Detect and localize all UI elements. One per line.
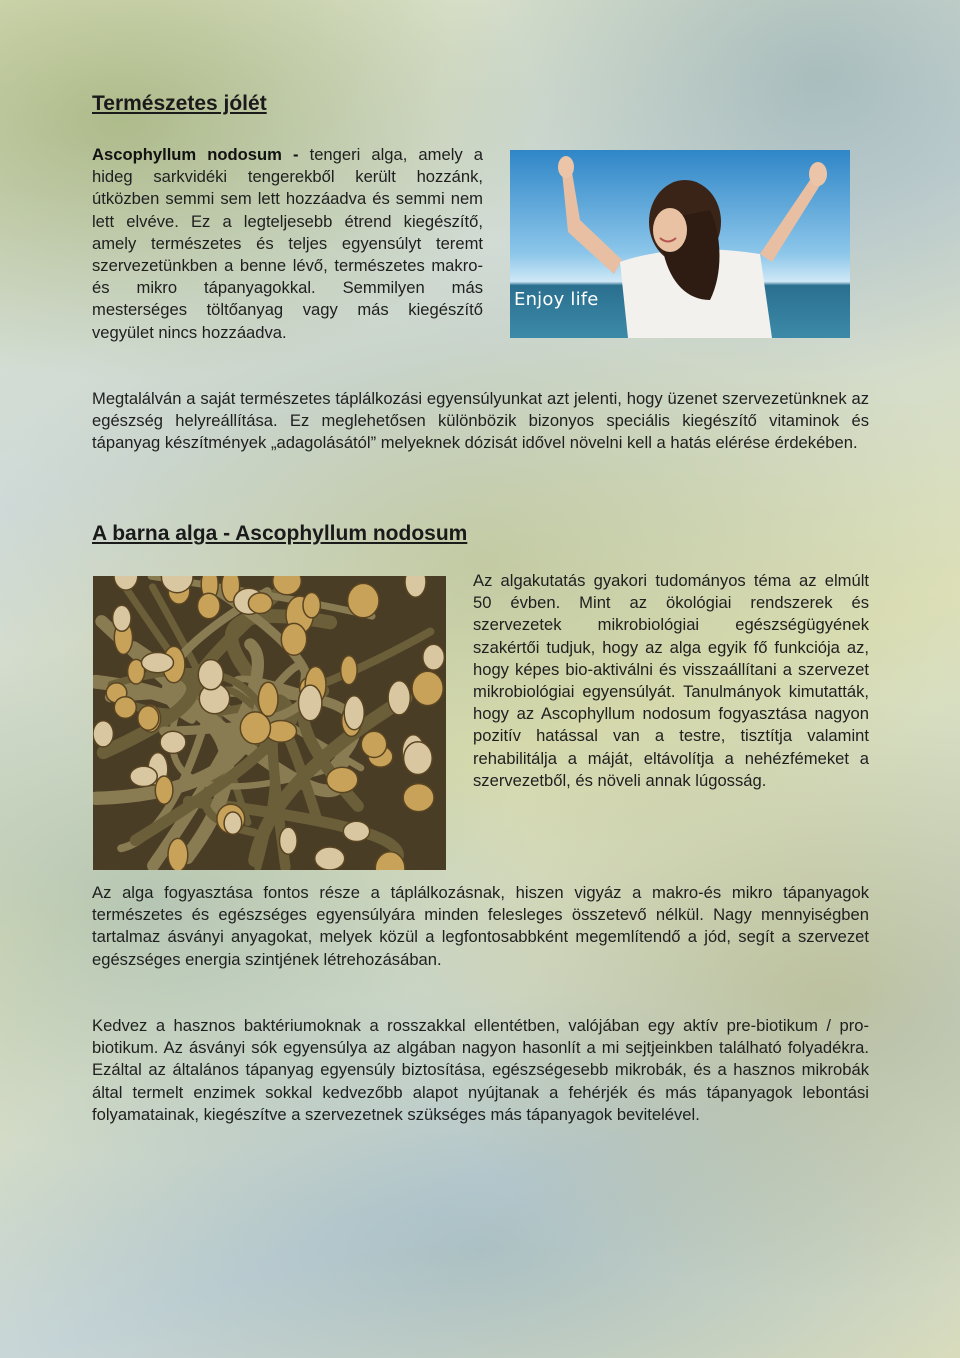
seaweed-bladders-illustration	[93, 576, 446, 870]
intro-bold-term: Ascophyllum nodosum -	[92, 145, 299, 164]
paragraph-probiotic: Kedvez a hasznos baktériumoknak a rosszakkal ellentétben, valójában egy aktív pre-biotikum / pro-biotikum. Az ásványi sók egyensúlya az algában nagyon hasonlít a mi sejtjeinkben található folyadékra. Ezáltal az általános tápanyag egyensúly biztosítása, egészségesebb mikrobák, és a hasznos mikrobák által termelt enzimek sokkal kedvezőbb alapot nyújtanak a fehérjék és más tápanyagok lebontási folyamatainak, kiegészítve a szervezetnek szükséges más tápanyagok bevitelével.	[92, 1016, 869, 1124]
intro-paragraph	[92, 144, 483, 344]
photo-caption: Enjoy life	[514, 289, 599, 310]
page-title: Természetes jólét	[92, 92, 267, 115]
brown-algae-photo	[93, 576, 446, 870]
paragraph-research: Az algakutatás gyakori tudományos téma az elmúlt 50 évben. Mint az ökológiai rendszerek és szervezetek mikrobiológiai egészségügyének szakértői tudjuk, hogy az alga egyik fő funkciója az, hogy képes bio-aktiválni és visszaállítani a szervezet mikrobiológiai egyensúlyát. Tanulmányok kimutatták, hogy az Ascophyllum nodosum fogyasztása nagyon pozitív hatással van a testre, tisztítja valamint rehabilitálja a máját, eltávolítja a nehézfémeket a szervezetből, és növeli annak lúgosság.	[473, 571, 869, 790]
enjoy-life-photo	[510, 150, 850, 338]
paragraph-balance: Megtalálván a saját természetes táplálkozási egyensúlyunkat azt jelenti, hogy üzenet szervezetünknek az egészség helyreállítása. Ez meglehetősen különbözik bizonyos speciális kiegészítő vitaminok és tápanyag készítmények „adagolásától” melyeknek dózisát idővel növelni kell a hatás elérése érdekében.	[92, 389, 869, 453]
intro-text: tengeri alga, amely a hideg sarkvidéki tengerekből került hozzánk, útközben semmi sem lett hozzáadva és semmi nem lett elvéve. Ez a legteljesebb étrend kiegészítő, amely természetes és teljes egyensúlyt teremt szervezetünkben a benne lévő, természetes makro-és mikro tápanyagokkal. Semmilyen más mesterséges töltőanyag vagy más kiegészítő vegyület nincs hozzáadva.	[92, 145, 483, 342]
paragraph-consumption: Az alga fogyasztása fontos része a táplálkozásnak, hiszen vigyáz a makro-és mikro tápanyagok természetes és egészséges egyensúlyára minden felesleges összetevő nélkül. Nagy mennyiségben tartalmaz ásványi anyagokat, melyek közül a legfontosabbként megemlítendő a jód, segít a szervezet egészséges energia szintjének létrehozásában.	[92, 883, 869, 969]
section-heading-brown-algae: A barna alga - Ascophyllum nodosum	[92, 522, 468, 545]
